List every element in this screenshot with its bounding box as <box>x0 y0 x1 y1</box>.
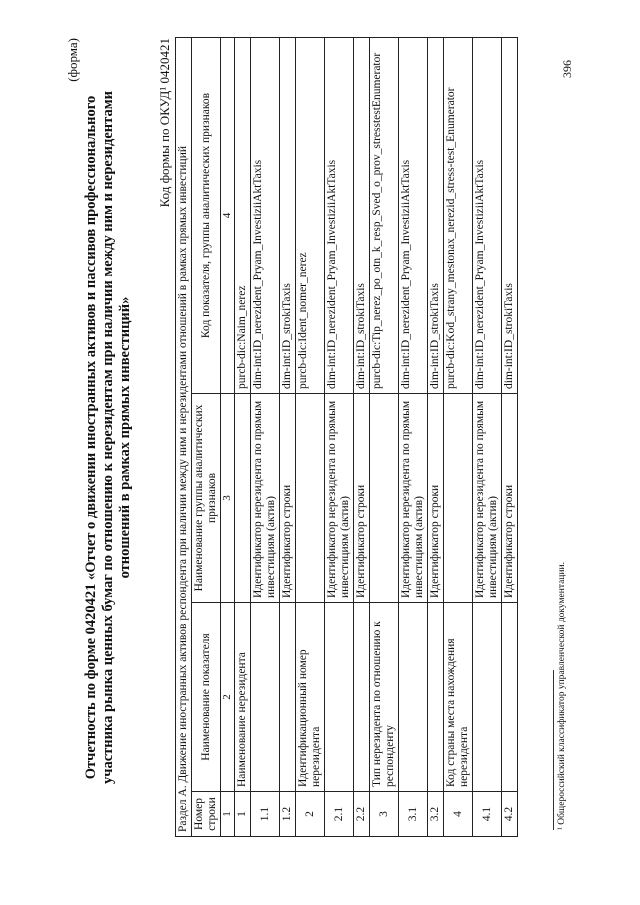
row-indicator-name <box>280 603 296 792</box>
row-indicator-name: Идентификационный номер нерезидента <box>296 603 325 792</box>
table-row <box>296 38 325 837</box>
row-group-name <box>444 394 473 603</box>
row-indicator-name <box>251 603 280 792</box>
row-number: 1.1 <box>251 792 280 837</box>
row-code: purcb-dic:Kod_strany_mestonax_nerezid_stress-test_Enumerator <box>444 38 473 394</box>
table-row <box>399 38 428 837</box>
document-title <box>83 30 134 845</box>
table-row <box>235 38 251 837</box>
row-group-name: Идентификатор строки <box>428 394 444 603</box>
col-number: 3 <box>221 394 235 603</box>
row-indicator-name <box>502 603 518 792</box>
table-row <box>325 38 354 837</box>
row-number: 2.2 <box>354 792 370 837</box>
data-table <box>175 37 518 837</box>
row-number: 1.2 <box>280 792 296 837</box>
row-group-name: Идентификатор строки <box>354 394 370 603</box>
section-row <box>176 38 192 837</box>
row-number: 4 <box>444 792 473 837</box>
table-row <box>251 38 280 837</box>
row-indicator-name <box>473 603 502 792</box>
row-group-name: Идентификатор нерезидента по прямым инвестициям (актив) <box>399 394 428 603</box>
header-col4: Код показателя, группы аналитических признаков <box>192 38 221 394</box>
row-code: dim-int:ID_nerezident_Pryam_InvestiziiAktTaxis <box>325 38 354 394</box>
page-number: 396 <box>560 60 574 78</box>
table-row <box>444 38 473 837</box>
row-code: purcb-dic:Tip_nerez_po_otn_k_resp_Sved_o_prov_stresstestEnumerator <box>370 38 399 394</box>
table-row <box>473 38 502 837</box>
col-number: 1 <box>221 792 235 837</box>
row-indicator-name: Код страны места нахождения нерезидента <box>444 603 473 792</box>
row-number: 2.1 <box>325 792 354 837</box>
row-group-name <box>235 394 251 603</box>
row-number: 4.2 <box>502 792 518 837</box>
footnote-divider <box>553 670 554 830</box>
row-number: 3.2 <box>428 792 444 837</box>
row-code: dim-int:ID_strokiTaxis <box>354 38 370 394</box>
col-number: 4 <box>221 38 235 394</box>
row-group-name: Идентификатор нерезидента по прямым инвестициям (актив) <box>325 394 354 603</box>
row-indicator-name <box>399 603 428 792</box>
header-col1: Номер строки <box>192 792 221 837</box>
row-code: dim-int:ID_strokiTaxis <box>428 38 444 394</box>
column-number-row <box>221 38 235 837</box>
row-code: dim-int:ID_strokiTaxis <box>502 38 518 394</box>
row-code: purcb-dic:Ident_nomer_nerez <box>296 38 325 394</box>
row-code: purcb-dic:Naim_nerez <box>235 38 251 394</box>
row-number: 3.1 <box>399 792 428 837</box>
row-number: 2 <box>296 792 325 837</box>
table-row <box>354 38 370 837</box>
title-line: участника рынка ценных бумаг по отношению к нерезидентам при наличии между ним и нерезидентами <box>100 91 116 784</box>
row-code: dim-int:ID_nerezident_Pryam_InvestiziiAktTaxis <box>399 38 428 394</box>
section-title: Раздел А. Движение иностранных активов респондента при наличии между ним и нерезидентами отношений в рамках прямых инвестиций <box>176 38 192 837</box>
row-indicator-name <box>428 603 444 792</box>
row-number: 4.1 <box>473 792 502 837</box>
table-row <box>370 38 399 837</box>
row-group-name <box>296 394 325 603</box>
row-indicator-name: Наименование нерезидента <box>235 603 251 792</box>
row-group-name: Идентификатор нерезидента по прямым инвестициям (актив) <box>251 394 280 603</box>
row-group-name: Идентификатор нерезидента по прямым инвестициям (актив) <box>473 394 502 603</box>
table-row <box>280 38 296 837</box>
table-row <box>502 38 518 837</box>
header-col2: Наименование показателя <box>192 603 221 792</box>
title-line: отношений в рамках прямых инвестиций» <box>117 296 133 579</box>
form-label: (форма) <box>65 38 80 82</box>
row-code: dim-int:ID_nerezident_Pryam_InvestiziiAktTaxis <box>473 38 502 394</box>
row-indicator-name <box>325 603 354 792</box>
col-number: 2 <box>221 603 235 792</box>
table-row <box>428 38 444 837</box>
row-group-name: Идентификатор строки <box>280 394 296 603</box>
row-indicator-name <box>354 603 370 792</box>
rotated-content <box>65 30 595 845</box>
title-line: Отчетность по форме 0420421 «Отчет о движении иностранных активов и пассивов профессионального <box>83 95 99 780</box>
header-col3: Наименование группы аналитических признаков <box>192 394 221 603</box>
header-row <box>192 38 221 837</box>
footnote: ¹ Общероссийский классификатор управленческой документации. <box>557 562 567 830</box>
row-number: 3 <box>370 792 399 837</box>
row-number: 1 <box>235 792 251 837</box>
row-code: dim-int:ID_nerezident_Pryam_InvestiziiAktTaxis <box>251 38 280 394</box>
okud-code: Код формы по ОКУД¹ 0420421 <box>157 38 172 208</box>
row-group-name: Идентификатор строки <box>502 394 518 603</box>
row-group-name <box>370 394 399 603</box>
row-code: dim-int:ID_strokiTaxis <box>280 38 296 394</box>
row-indicator-name: Тип нерезидента по отношению к респонденту <box>370 603 399 792</box>
